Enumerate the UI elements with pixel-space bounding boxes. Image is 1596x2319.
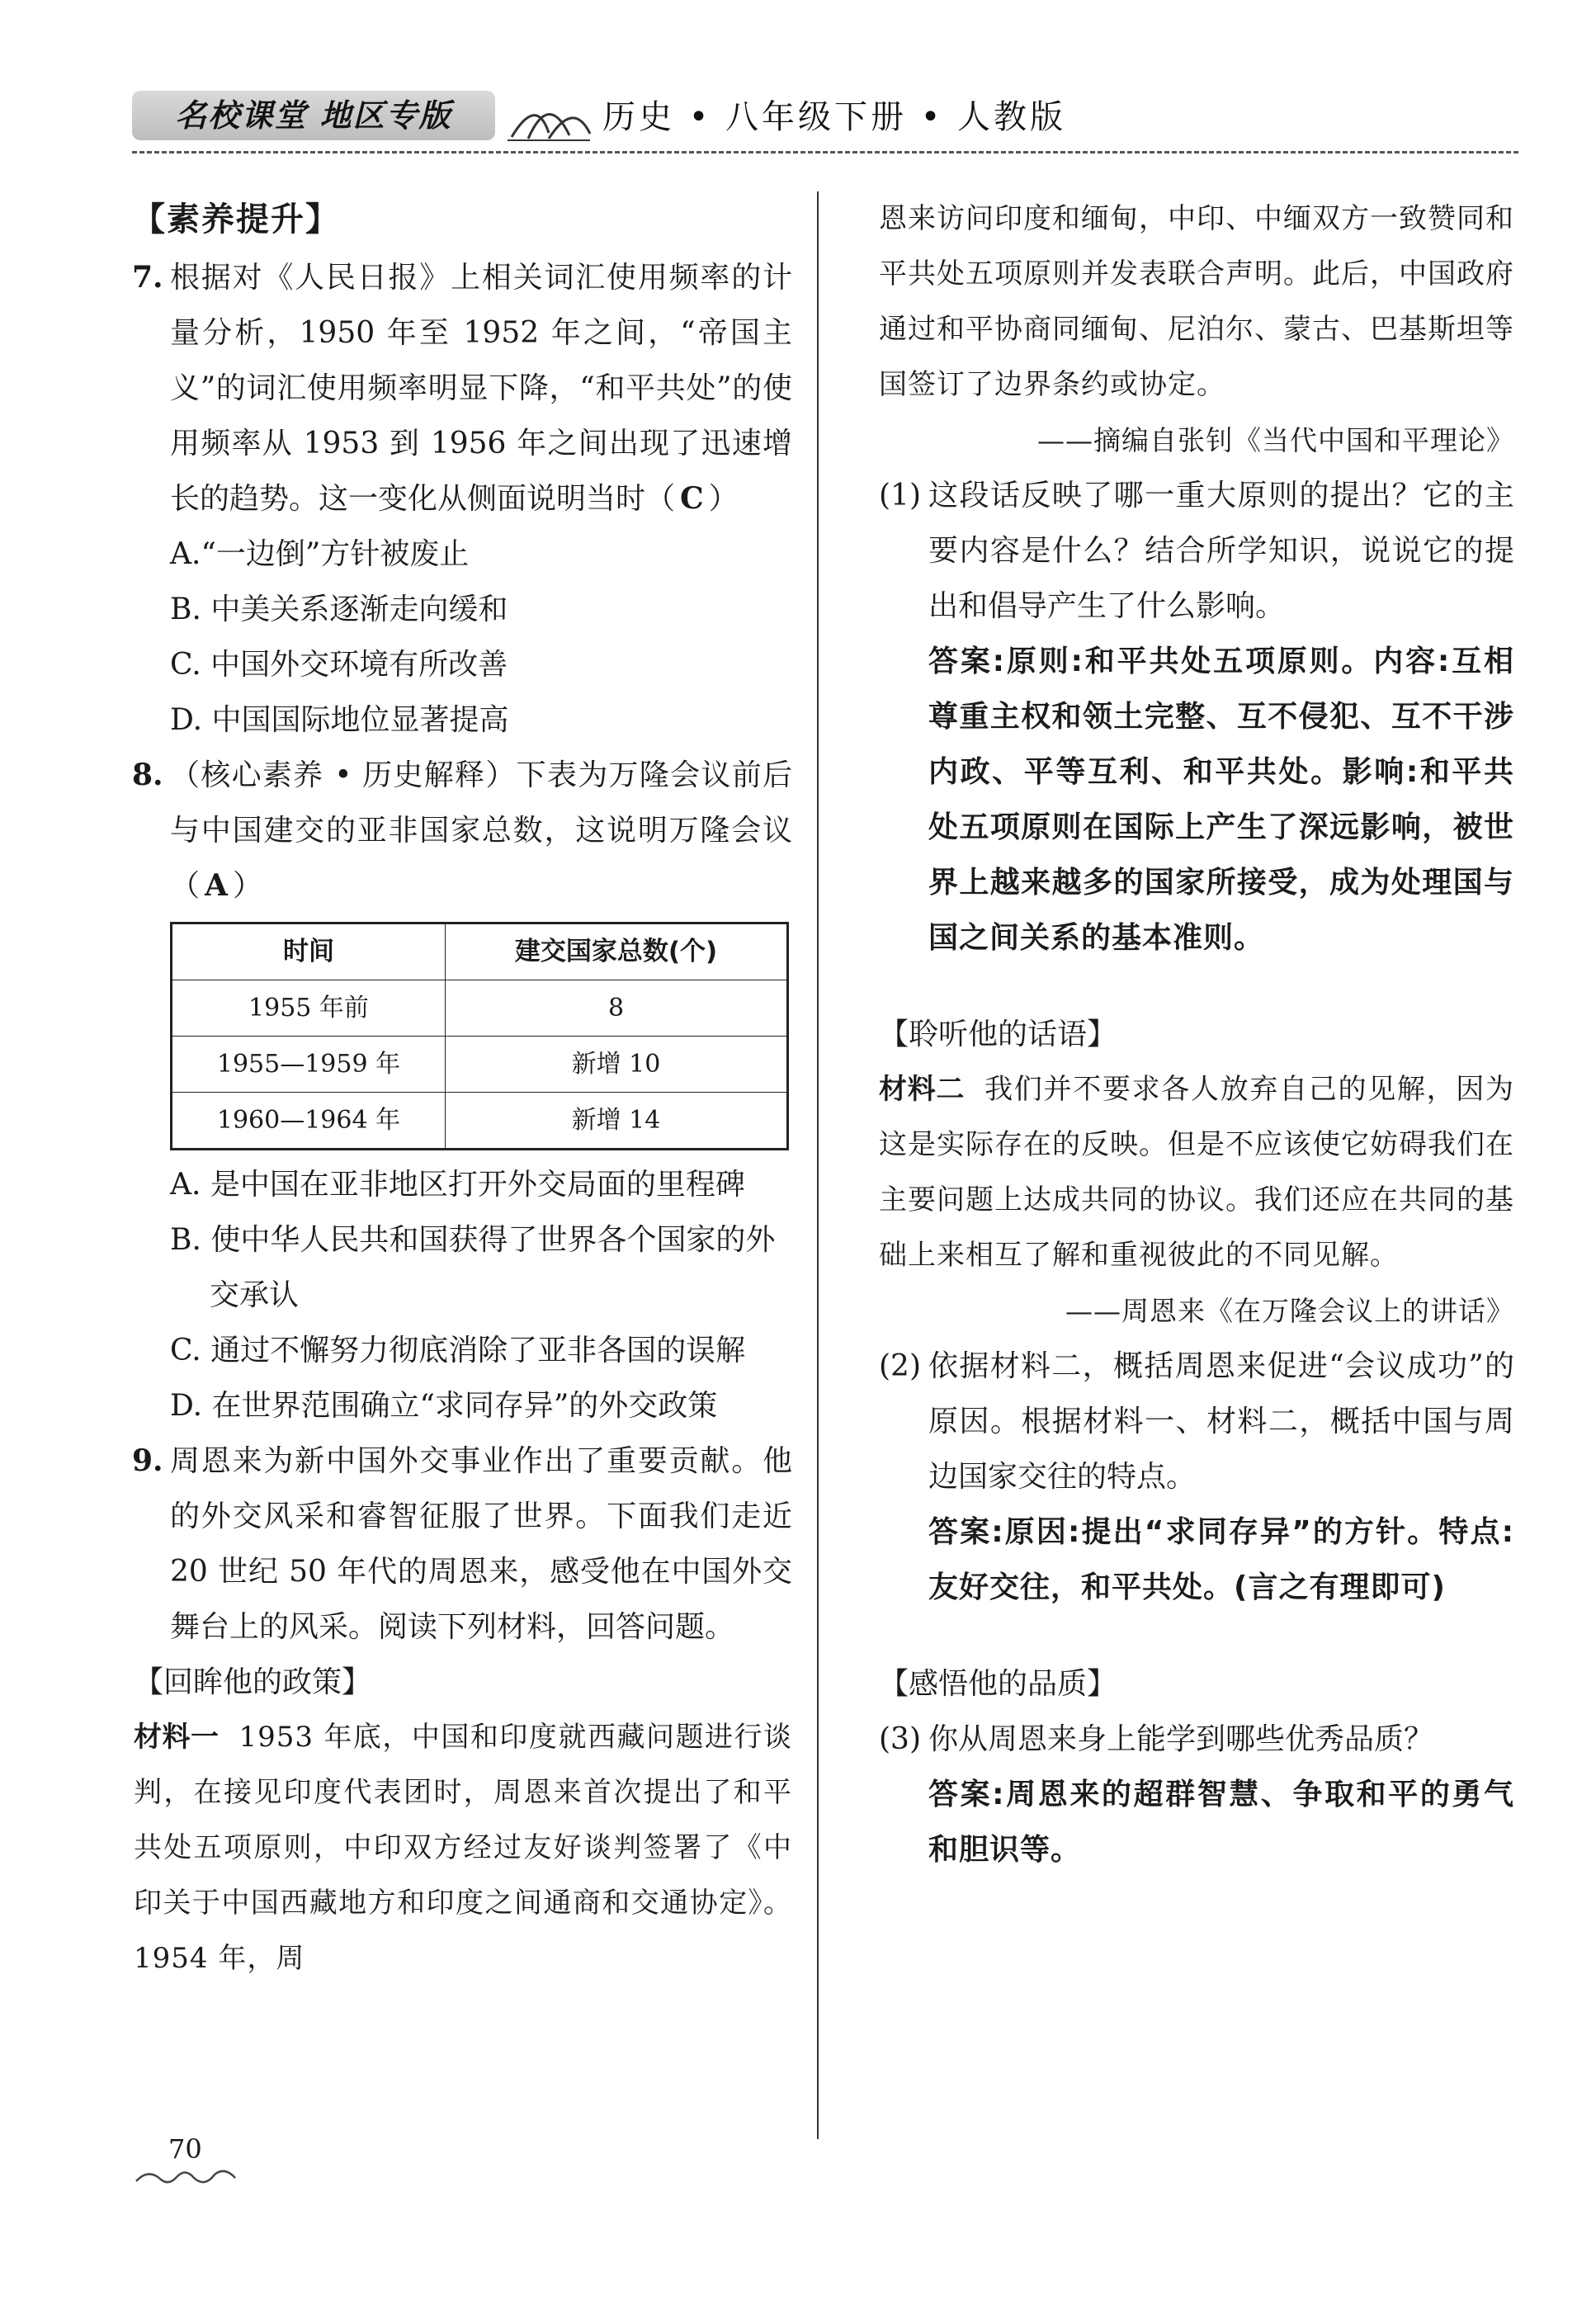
stem-end: ） <box>232 869 262 903</box>
sub-question-3 <box>879 1712 1514 1767</box>
left-column <box>132 191 792 1986</box>
question-9 <box>132 1433 792 1655</box>
material-one-continued: 恩来访问印度和缅甸，中印、中缅双方一致赞同和平共处五项原则并发表联合声明。此后，中国政府通过和平协商同缅甸、尼泊尔、蒙古、巴基斯坦等国签订了边界条约或协定。 <box>879 202 1514 401</box>
question-stem: （核心素养 • 历史解释）下表为万隆会议前后与中国建交的亚非国家总数，这说明万隆会议（ <box>170 758 792 903</box>
table-header-row <box>172 923 788 980</box>
question-number: 8. <box>132 758 163 792</box>
option-list <box>132 527 792 748</box>
material-label: 材料一 <box>134 1721 220 1754</box>
table-cell: 1955 年前 <box>172 980 446 1037</box>
table-row <box>172 1093 788 1150</box>
option-c: C. 中国外交环境有所改善 <box>170 648 508 682</box>
material-source: ——摘编自张钊《当代中国和平理论》 <box>1037 424 1514 456</box>
question-stem: 根据对《人民日报》上相关词汇使用频率的计量分析，1950 年至 1952 年之间，“帝国主义”的词汇使用频率明显下降，“和平共处”的使用频率从 1953 到 1956 年之间出现了迅速增长的趋势。这一变化从侧面说明当时（ <box>170 261 792 516</box>
sub-question-number: (2) <box>879 1349 921 1383</box>
question-number: 7. <box>132 260 163 295</box>
answer-text: 答案:周恩来的超群智慧、争取和平的勇气和胆识等。 <box>928 1778 1514 1867</box>
subsection-heading: 【聆听他的话语】 <box>879 1018 1117 1051</box>
material-one <box>132 1710 792 1986</box>
subject-title: 历史 • 八年级下册 • 人教版 <box>602 98 1067 136</box>
swirl-ornament-icon <box>132 2166 239 2188</box>
question-7 <box>132 250 792 527</box>
question-8 <box>132 748 792 914</box>
question-number: 9. <box>132 1443 163 1478</box>
table-cell: 8 <box>446 980 788 1037</box>
material-text: 1953 年底，中国和印度就西藏问题进行谈判，在接见印度代表团时，周恩来首次提出了和平共处五项原则，中印双方经过友好谈判签署了《中印关于中国西藏地方和印度之间通商和交通协定》。1954 年，周 <box>134 1721 792 1975</box>
option-c: C. 通过不懈努力彻底消除了亚非各国的误解 <box>170 1334 746 1367</box>
option-list <box>132 1157 792 1433</box>
option-b: B. 使中华人民共和国获得了世界各个国家的外交承认 <box>170 1223 776 1312</box>
subsection-heading: 【感悟他的品质】 <box>879 1667 1117 1701</box>
option-d: D. 在世界范围确立“求同存异”的外交政策 <box>170 1389 718 1423</box>
stem-end: ） <box>708 482 739 516</box>
sub-question-1 <box>879 468 1514 634</box>
subsection-heading: 【回眸他的政策】 <box>134 1665 372 1699</box>
question-stem: 周恩来为新中国外交事业作出了重要贡献。他的外交风采和睿智征服了世界。下面我们走近 20 世纪 50 年代的周恩来，感受他在中国外交舞台上的风采。阅读下列材料，回答问题。 <box>170 1444 792 1644</box>
material-label: 材料二 <box>879 1073 966 1106</box>
brand-title: 名校课堂 地区专版 <box>132 91 495 140</box>
option-a: A. 是中国在亚非地区打开外交局面的里程碑 <box>170 1168 745 1202</box>
table-cell: 1960—1964 年 <box>172 1093 446 1150</box>
page-header <box>132 81 1518 149</box>
option-d: D. 中国国际地位显著提高 <box>170 703 509 737</box>
material-two <box>879 1062 1514 1283</box>
material-text: 我们并不要求各人放弃自己的见解，因为这是实际存在的反映。但是不应该使它妨碍我们在主要问题上达成共同的协议。我们还应在共同的基础上来相互了解和重视彼此的不同见解。 <box>879 1073 1515 1272</box>
header-divider <box>132 151 1518 153</box>
sub-question-number: (1) <box>879 479 921 512</box>
table-cell: 新增 10 <box>446 1037 788 1093</box>
table-row <box>172 980 788 1037</box>
table-header-cell: 时间 <box>172 923 446 980</box>
answer-text: 答案:原则:和平共处五项原则。内容:互相尊重主权和领土完整、互不侵犯、互不干涉内政、平等互利、和平共处。影响:和平共处五项原则在国际上产生了深远影响，被世界上越来越多的国家所接受，成为处理国与国之间关系的基本准则。 <box>928 645 1514 955</box>
answer-text: 答案:原因:提出“求同存异”的方针。特点:友好交往，和平共处。(言之有理即可) <box>928 1515 1514 1604</box>
sub-question-2 <box>879 1339 1514 1504</box>
sub-question-text: 你从周恩来身上能学到哪些优秀品质？ <box>928 1722 1434 1756</box>
table-header-cell: 建交国家总数(个) <box>446 923 788 980</box>
option-b: B. 中美关系逐渐走向缓和 <box>170 593 508 626</box>
table-cell: 新增 14 <box>446 1093 788 1150</box>
right-column <box>879 191 1514 1877</box>
sub-question-text: 这段话反映了哪一重大原则的提出？它的主要内容是什么？结合所学知识，说说它的提出和倡导产生了什么影响。 <box>928 479 1514 623</box>
data-table <box>170 922 789 1150</box>
material-source: ——周恩来《在万隆会议上的讲话》 <box>1065 1295 1514 1327</box>
sub-question-text: 依据材料二，概括周恩来促进“会议成功”的原因。根据材料一、材料二，概括中国与周边国家交往的特点。 <box>928 1349 1514 1494</box>
page-footer <box>132 2133 264 2199</box>
answer-choice: C <box>680 481 704 516</box>
option-a: A.“一边倒”方针被废止 <box>170 537 470 571</box>
table-row <box>172 1037 788 1093</box>
column-divider <box>817 191 819 2139</box>
answer-choice: A <box>205 868 228 903</box>
page-number: 70 <box>168 2133 202 2165</box>
section-title: 【素养提升】 <box>132 200 340 239</box>
leaf-ornament-icon <box>503 87 594 145</box>
sub-question-number: (3) <box>879 1722 921 1756</box>
table-cell: 1955—1959 年 <box>172 1037 446 1093</box>
